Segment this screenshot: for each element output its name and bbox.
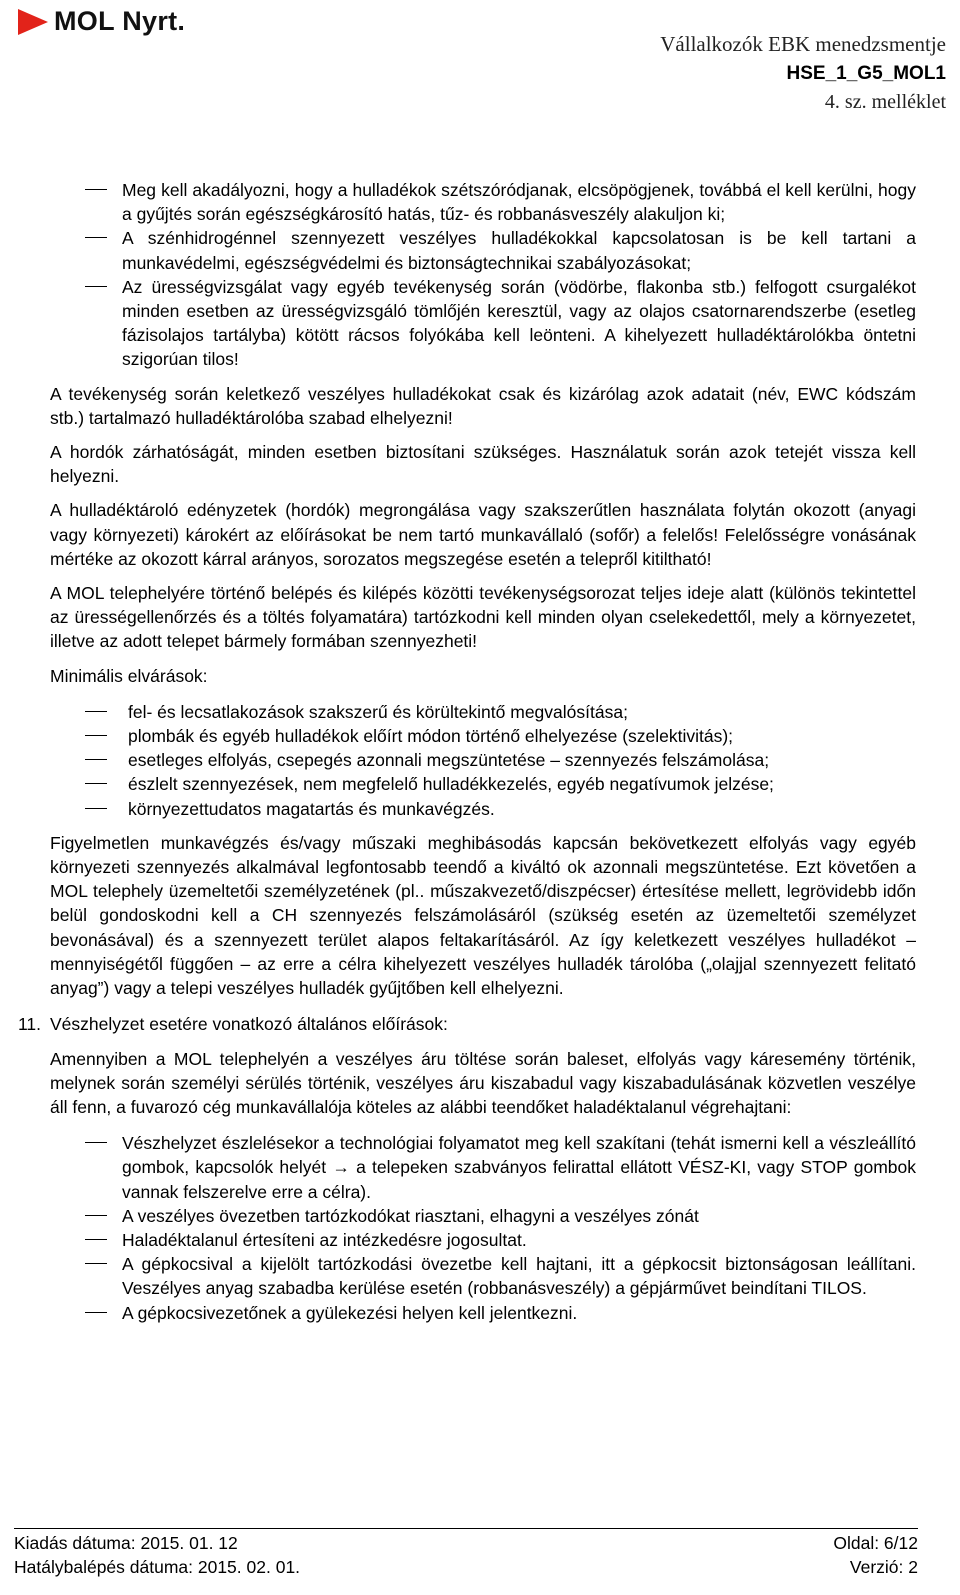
paragraph: A MOL telephelyére történő belépés és kilépés közötti tevékenységsorozat teljes ideje alatt (különös tekintettel az ürességellenőrzés és a töltés folyamatára) tartózkodni kell minden olyan cselekedettől, mely a környezetet, illetve az adott telepet bármely formában szennyezheti!	[50, 583, 916, 652]
document-title: Vállalkozók EBK menedzsmentje	[660, 32, 946, 56]
paragraph: Figyelmetlen munkavégzés és/vagy műszaki meghibásodás kapcsán bekövetkezett elfolyás vagy egyéb környezeti szennyezés alkalmával legfontosabb teendő a kiváltó ok azonnali megszüntetése. Ezt követően a MOL telephely üzemeltetői személyzetének (pl.. műszakvezető/diszpécser) értesítése mellett, legrövidebb időn belül gondoskodni kell a CH szennyezés felszámolásáról (szükség esetén az üzemeltetői személyzet bevonásával) és a szennyezett terület alapos feltakarításáról. Az így keletkezett veszélyes hulladékot – mennyiségétől függően – az erre a célra kihelyezett veszélyes hulladék tárolóba („olajjal szennyezett felitató anyag”) vagy a telepi veszélyes hulladék gyűjtőben kell elhelyezni.	[50, 832, 916, 999]
document-code: HSE_1_G5_MOL1	[786, 63, 946, 84]
dash-bullet	[85, 1312, 107, 1313]
dash-bullet	[85, 808, 107, 809]
dash-bullet	[85, 1215, 107, 1216]
list-item: A gépkocsivezetőnek a gyülekezési helyen kell jelentkezni.	[50, 1301, 916, 1325]
emergency-steps-list	[50, 1131, 916, 1325]
dash-bullet	[85, 189, 107, 190]
arrow-logo-icon	[18, 9, 48, 35]
issue-date: Kiadás dátuma: 2015. 01. 12	[14, 1533, 238, 1553]
dash-bullet	[85, 735, 107, 736]
section-heading	[18, 1012, 916, 1036]
list-item: A szénhidrogénnel szennyezett veszélyes hulladékokkal kapcsolatosan is be kell tartani a munkavédelmi, egészségvédelmi és biztonságtechnikai szabályozásokat;	[50, 226, 916, 274]
page-footer	[14, 1528, 918, 1579]
dash-bullet	[85, 1142, 107, 1143]
mol-logo	[18, 6, 185, 37]
list-item: Vészhelyzet észlelésekor a technológiai folyamatot meg kell szakítani (tehát ismerni kell a vészleállító gombok, kapcsolók helyét → a telepeken szabványos felirattal ellátott VÉSZ-KI, vagy STOP gombok vannak felszerelve erre a célra).	[50, 1131, 916, 1204]
version: Verzió: 2	[849, 1557, 918, 1577]
section-number: 11.	[18, 1014, 42, 1035]
minimum-requirements-list	[50, 700, 916, 821]
list-item: Meg kell akadályozni, hogy a hulladékok szétszóródjanak, elcsöpögjenek, továbbá el kell kerülni, hogy a gyűjtés során egészségkárosító hatás, tűz- és robbanásveszély alakuljon ki;	[50, 178, 916, 226]
effective-date: Hatálybalépés dátuma: 2015. 02. 01.	[14, 1557, 301, 1577]
header-info	[660, 32, 946, 114]
document-body	[18, 178, 916, 1325]
page-header	[0, 0, 960, 130]
paragraph: Amennyiben a MOL telephelyén a veszélyes áru töltése során baleset, elfolyás vagy káresemény történik, melynek során személyi sérülés történik, veszélyes áru kiszabadul vagy kiszabadulásának közvetlen veszélye áll fenn, a fuvarozó cég munkavállalója köteles az alábbi teendőket haladéktalanul végrehajtani:	[50, 1048, 916, 1117]
minimum-requirements-label: Minimális elvárások:	[50, 665, 208, 686]
dash-bullet	[85, 1239, 107, 1240]
list-item: A veszélyes övezetben tartózkodókat riasztani, elhagyni a veszélyes zónát	[50, 1204, 916, 1228]
list-item: A gépkocsival a kijelölt tartózkodási övezetbe kell hajtani, itt a gépkocsit biztonságosan leállítani. Veszélyes anyag szabadba kerülése esetén (robbanásveszély) a gépjárművet beindítani TILOS.	[50, 1252, 916, 1300]
dash-bullet	[85, 237, 107, 238]
footer-row	[14, 1531, 918, 1555]
list-item: fel- és lecsatlakozások szakszerű és körültekintő megvalósítása;	[50, 700, 916, 724]
dash-bullet	[85, 759, 107, 760]
page-number: Oldal: 6/12	[833, 1533, 918, 1553]
list-item: környezettudatos magatartás és munkavégzés.	[50, 797, 916, 821]
paragraph: A hordók zárhatóságát, minden esetben biztosítani szükséges. Használatuk során azok tetejét vissza kell helyezni.	[50, 442, 916, 487]
dash-bullet	[85, 711, 107, 712]
list-item: észlelt szennyezések, nem megfelelő hulladékkezelés, egyéb negatívumok jelzése;	[50, 772, 916, 796]
dash-bullet	[85, 286, 107, 287]
paragraph: A tevékenység során keletkező veszélyes hulladékokat csak és kizárólag azok adatait (név, EWC kódszám stb.) tartalmazó hulladéktárolóba szabad elhelyezni!	[50, 383, 916, 428]
list-item: plombák és egyéb hulladékok előírt módon történő elhelyezése (szelektivitás);	[50, 724, 916, 748]
list-item: esetleges elfolyás, csepegés azonnali megszüntetése – szennyezés felszámolása;	[50, 748, 916, 772]
list-item: Haladéktalanul értesíteni az intézkedésre jogosultat.	[50, 1228, 916, 1252]
list-item: Az ürességvizsgálat vagy egyéb tevékenység során (vödörbe, flakonba stb.) felfogott csurgalékot minden esetben az ürességvizsgáló tömlőjén keresztül, vagy az olajos csatornarendszerbe (esetleg fázisolajos tartályba) kötött rácsos folyókába kell leönteni. A kihelyezett hulladéktárolókba öntetni szigorúan tilos!	[50, 275, 916, 372]
dash-bullet	[85, 1263, 107, 1264]
logo-text: MOL Nyrt.	[54, 6, 186, 36]
annex-label: 4. sz. melléklet	[824, 91, 946, 113]
dash-bullet	[85, 783, 107, 784]
paragraph: A hulladéktároló edényzetek (hordók) megrongálása vagy szakszerűtlen használata folytán okozott (anyagi vagy környezeti) károkért az előírásokat be nem tartó munkavállaló (sofőr) a felelős! Felelősségre vonásának mértéke az okozott kárral arányos, sorozatos megszegése esetén a telepről kitiltható!	[50, 500, 916, 569]
footer-row	[14, 1555, 918, 1579]
section-title: Vészhelyzet esetére vonatkozó általános előírások:	[50, 1014, 448, 1035]
